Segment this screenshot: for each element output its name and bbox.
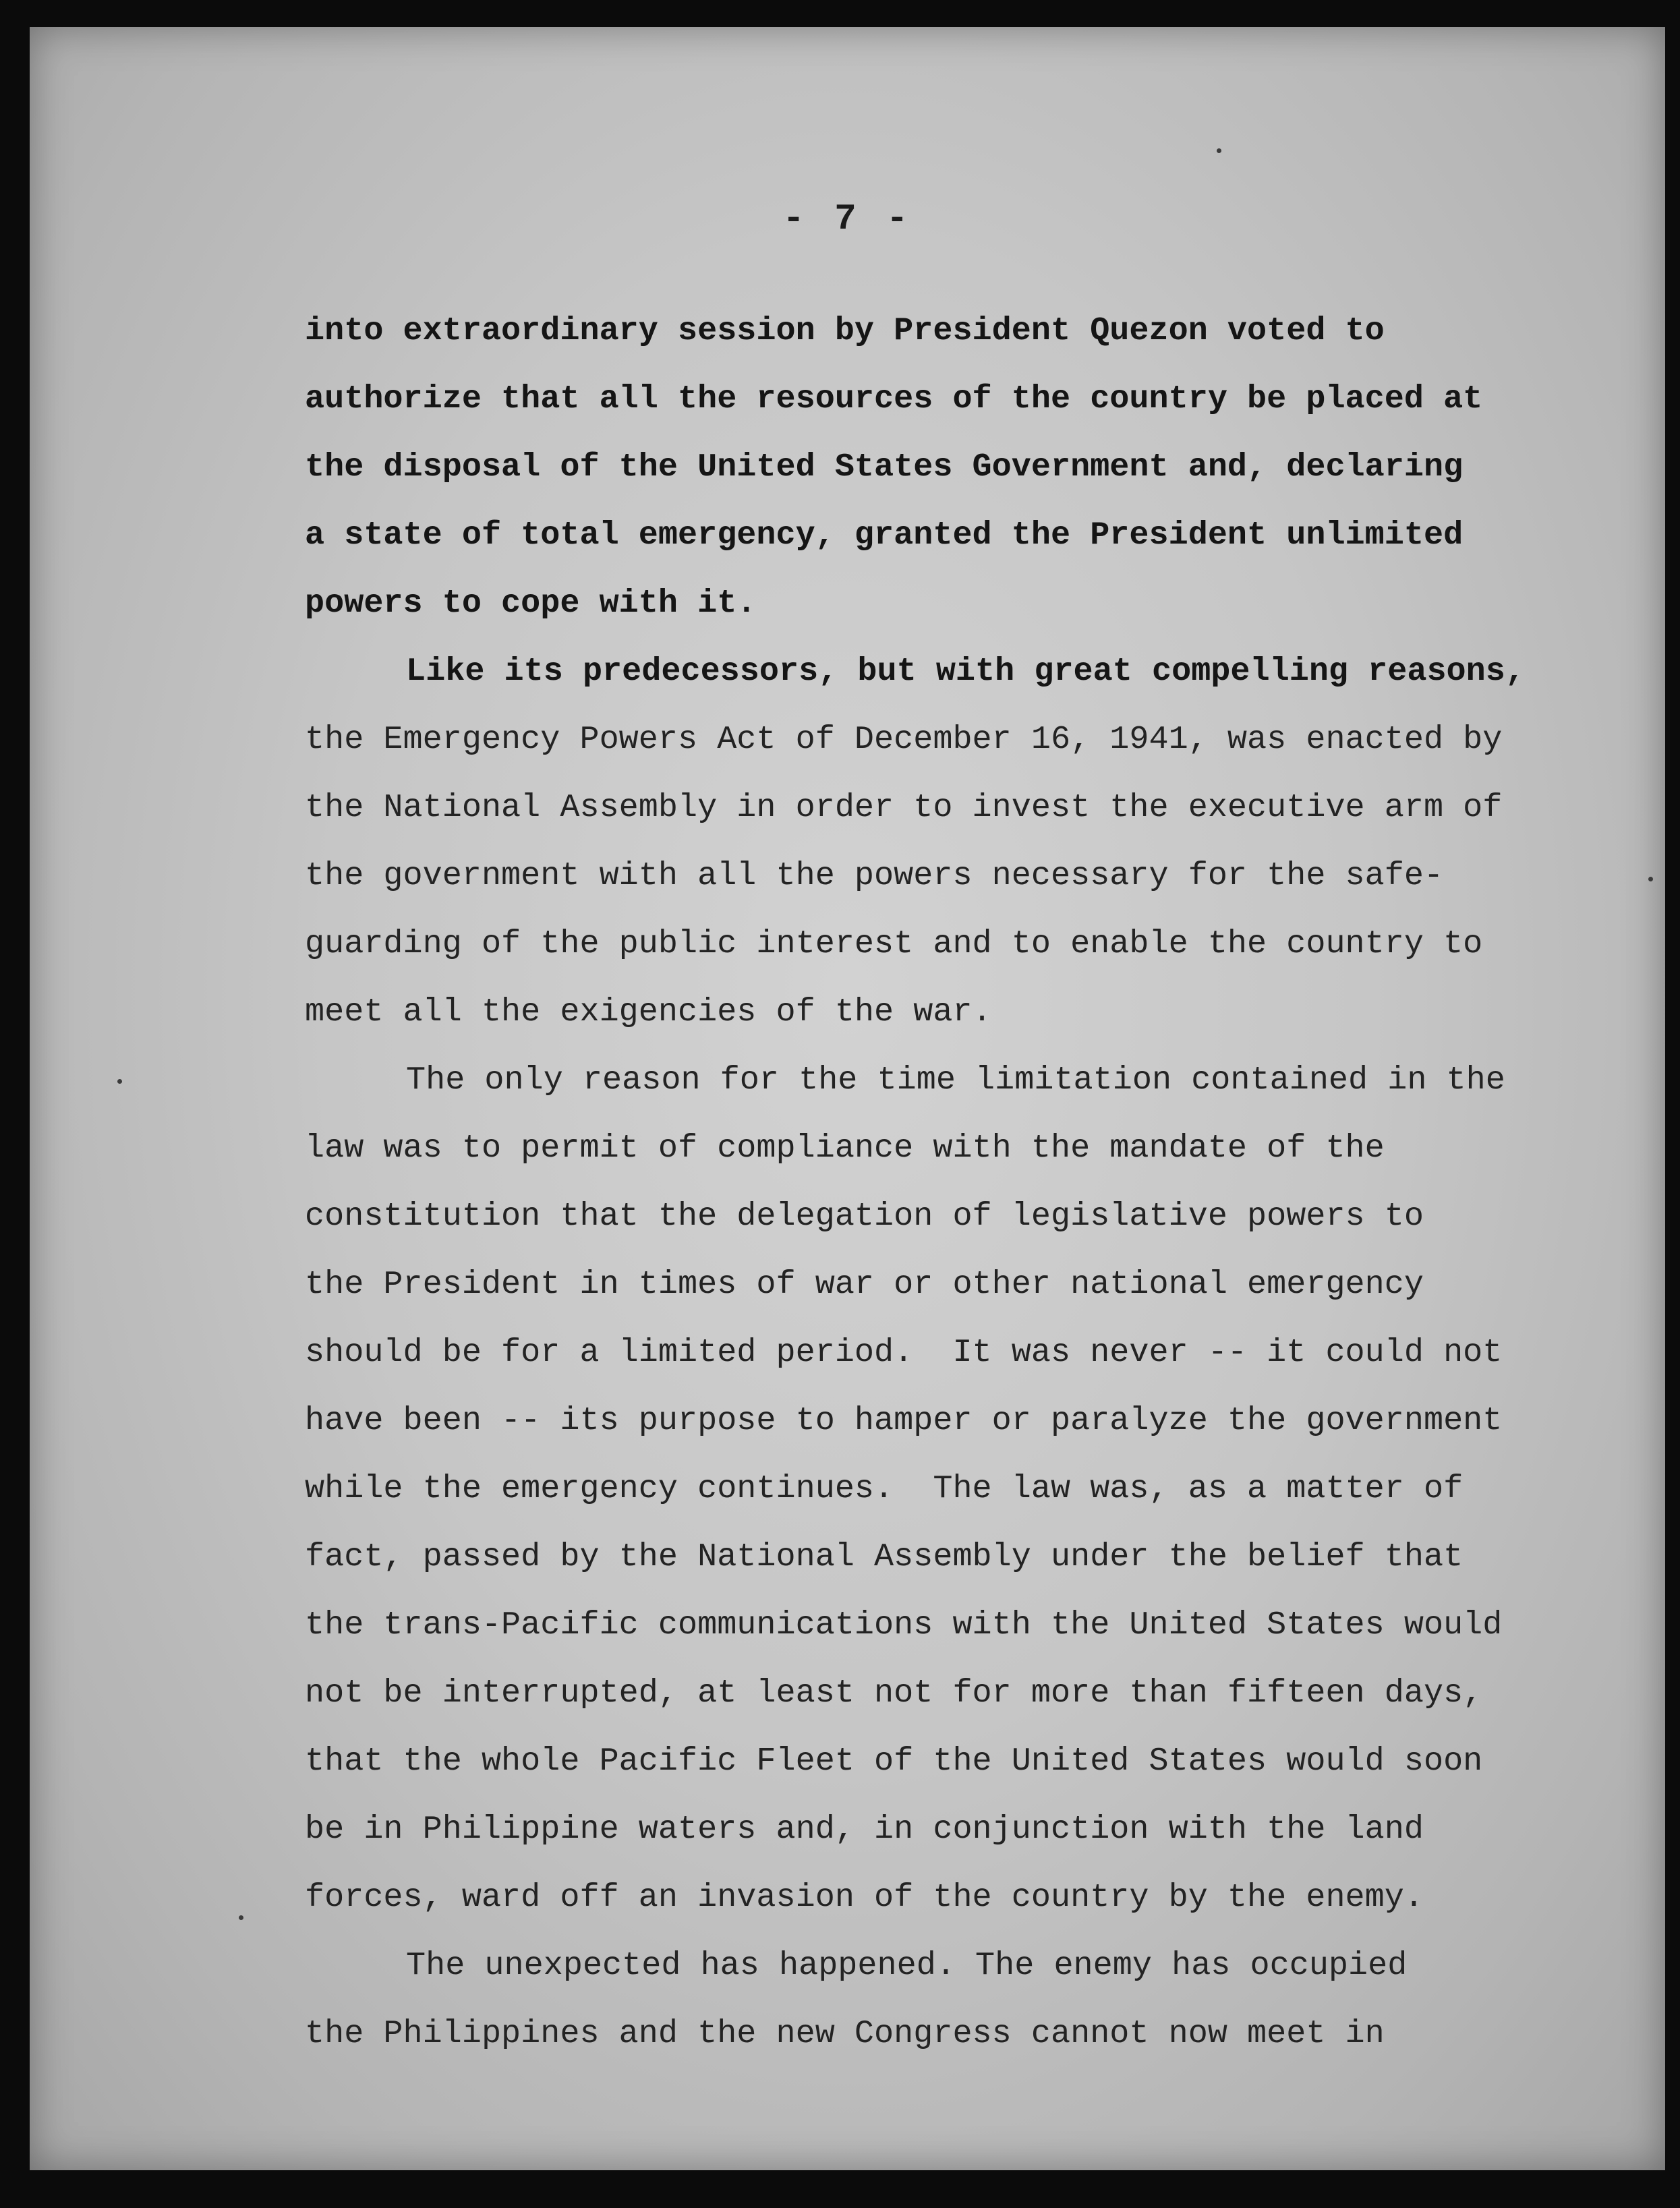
dust-speck <box>117 1079 122 1084</box>
text-line: the Philippines and the new Congress cannot now meet in <box>305 2015 1385 2052</box>
text-line: guarding of the public interest and to enable the country to <box>305 925 1483 962</box>
dust-speck <box>1648 877 1653 881</box>
text-line: a state of total emergency, granted the President unlimited <box>305 517 1464 554</box>
text-line: the trans-Pacific communications with the United States would <box>305 1606 1503 1644</box>
text-line: powers to cope with it. <box>305 585 757 622</box>
text-line: meet all the exigencies of the war. <box>305 993 992 1030</box>
text-line: not be interrupted, at least not for more than fifteen days, <box>305 1675 1483 1712</box>
body-text <box>305 297 1627 2068</box>
paragraph-first-line: The only reason for the time limitation contained in the <box>406 1062 1505 1099</box>
text-line: constitution that the delegation of legislative powers to <box>305 1198 1424 1235</box>
dust-speck <box>239 1915 243 1920</box>
text-line: the President in times of war or other national emergency <box>305 1266 1424 1303</box>
paragraph-first-line: The unexpected has happened. The enemy has occupied <box>406 1947 1408 1984</box>
text-line: that the whole Pacific Fleet of the United States would soon <box>305 1743 1483 1780</box>
text-line: while the emergency continues. The law was, as a matter of <box>305 1470 1464 1507</box>
text-line: the disposal of the United States Government and, declaring <box>305 448 1464 486</box>
text-line: forces, ward off an invasion of the country by the enemy. <box>305 1879 1424 1916</box>
page-number: - 7 - <box>782 199 913 240</box>
text-line: have been -- its purpose to hamper or paralyze the government <box>305 1402 1503 1439</box>
text-line: law was to permit of compliance with the mandate of the <box>305 1130 1385 1167</box>
text-line: authorize that all the resources of the country be placed at <box>305 380 1483 417</box>
dust-speck <box>1217 148 1221 153</box>
document-page <box>30 27 1665 2170</box>
text-line: be in Philippine waters and, in conjunction with the land <box>305 1811 1424 1848</box>
text-line: fact, passed by the National Assembly under the belief that <box>305 1538 1464 1575</box>
text-line: the government with all the powers necessary for the safe- <box>305 857 1444 894</box>
text-line: into extraordinary session by President Quezon voted to <box>305 312 1385 349</box>
paragraph-first-line: Like its predecessors, but with great compelling reasons, <box>406 653 1525 690</box>
text-line: should be for a limited period. It was never -- it could not <box>305 1334 1503 1371</box>
text-line: the National Assembly in order to invest the executive arm of <box>305 789 1503 826</box>
text-line: the Emergency Powers Act of December 16, 1941, was enacted by <box>305 721 1503 758</box>
